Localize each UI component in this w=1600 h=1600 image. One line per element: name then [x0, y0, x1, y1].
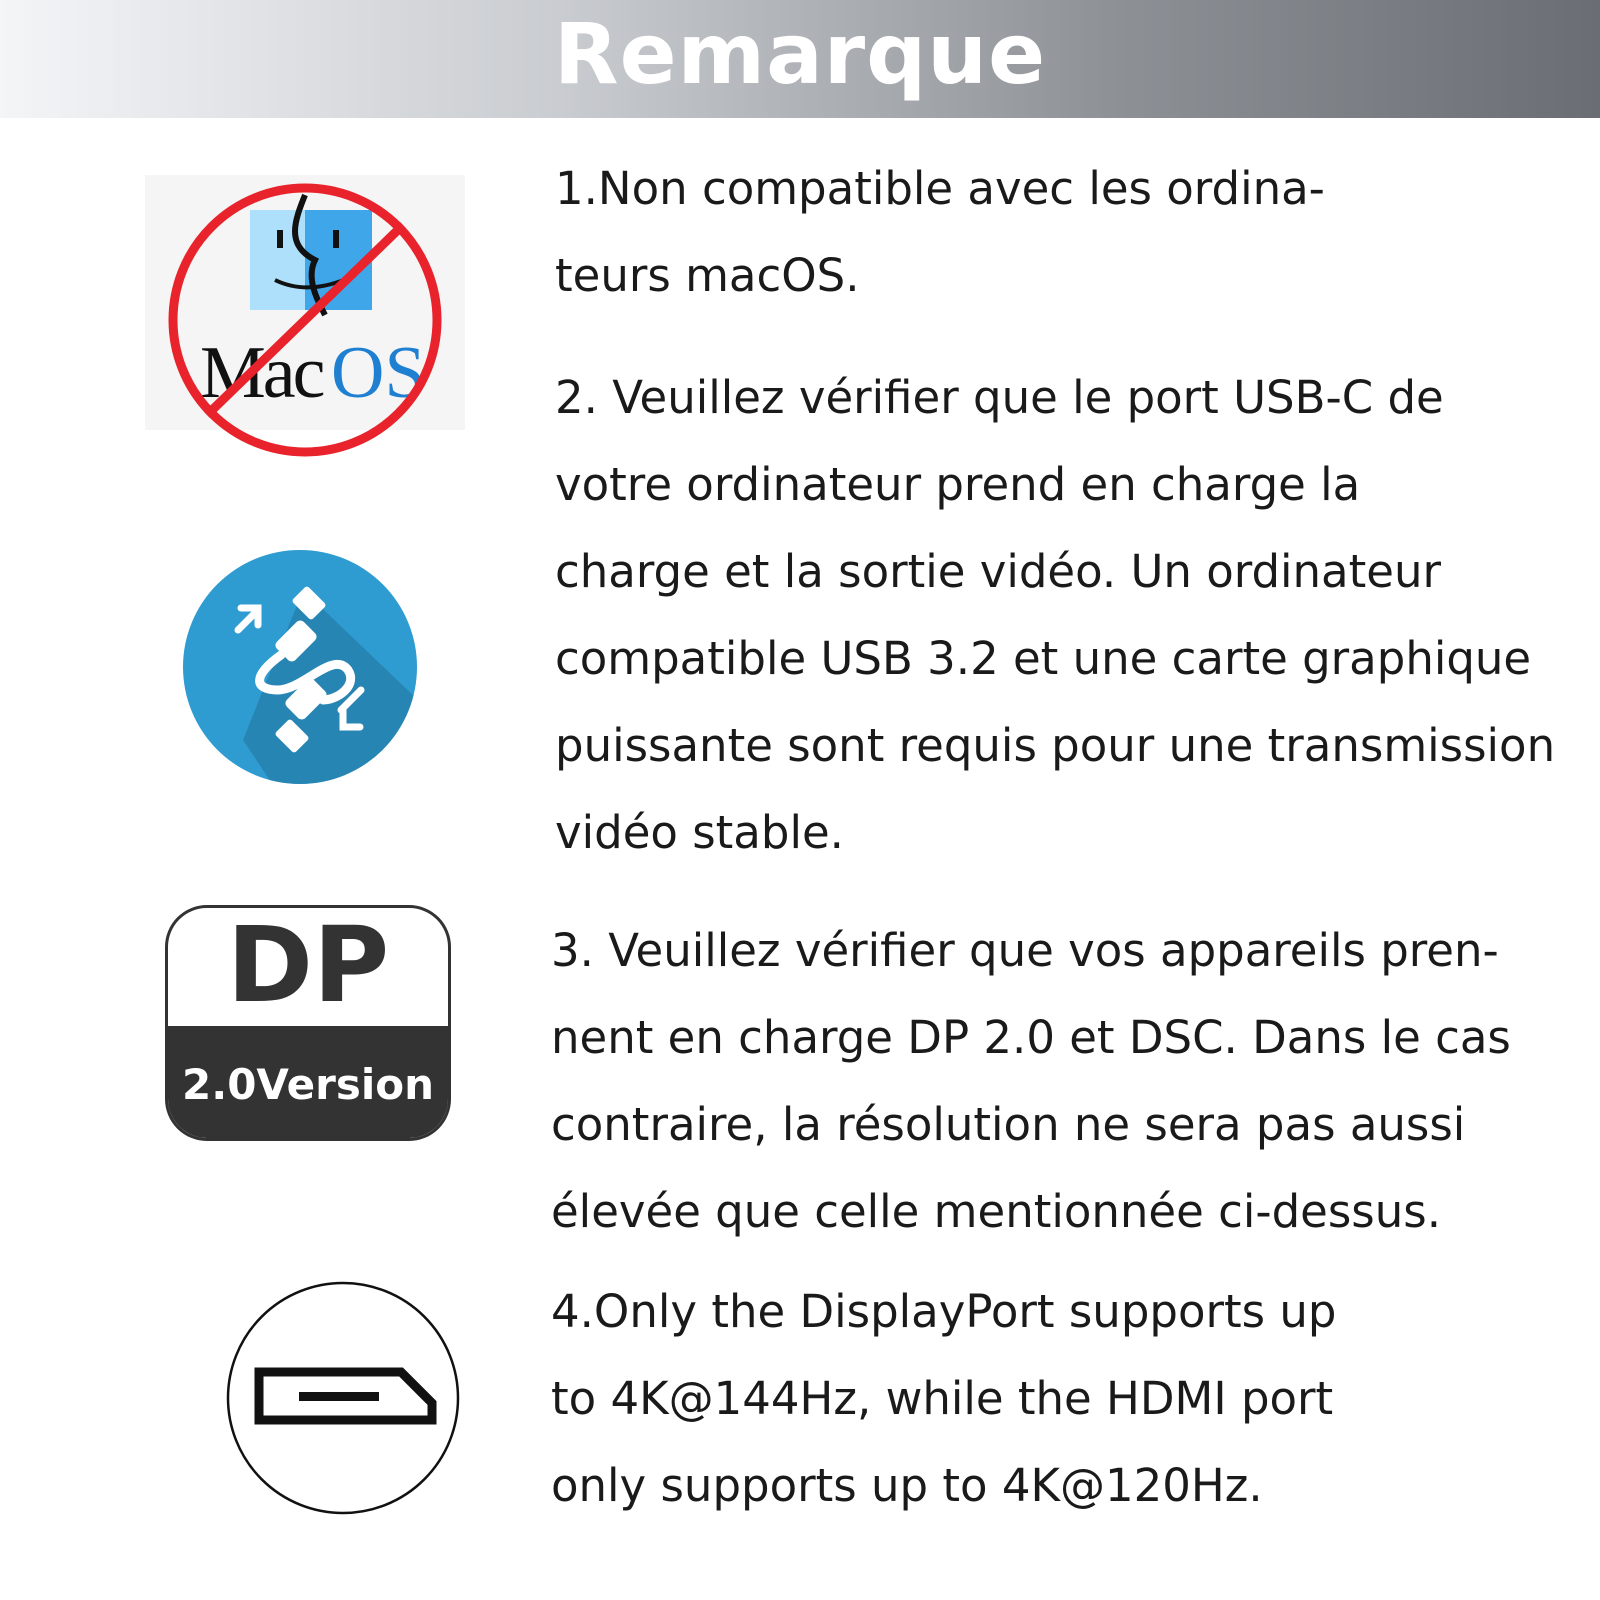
note-line: teurs macOS.: [555, 249, 860, 302]
dp-2-0-version-icon: [165, 905, 451, 1141]
page-title: Remarque: [553, 5, 1047, 103]
svg-text:OS: OS: [331, 332, 426, 414]
dp-badge-title: DP: [226, 905, 390, 1026]
header-banner: [0, 0, 1600, 118]
dp-badge-subtitle: 2.0Version: [182, 1060, 434, 1109]
note-line: votre ordinateur prend en charge la: [555, 458, 1361, 511]
note-4: [551, 1268, 1336, 1529]
note-line: 3. Veuillez vérifier que vos appareils pren-: [551, 924, 1499, 977]
note-line: charge et la sortie vidéo. Un ordinateur: [555, 545, 1441, 598]
note-line: compatible USB 3.2 et une carte graphique: [555, 632, 1532, 685]
note-line: 2. Veuillez vérifier que le port USB-C de: [555, 371, 1444, 424]
note-line: contraire, la résolution ne sera pas aussi: [551, 1098, 1466, 1151]
note-2: [555, 354, 1555, 876]
note-1: [555, 145, 1325, 319]
note-line: élevée que celle mentionnée ci-dessus.: [551, 1185, 1442, 1238]
usb-c-transfer-icon: [183, 550, 418, 785]
note-3: [551, 907, 1511, 1255]
note-line: only supports up to 4K@120Hz.: [551, 1459, 1263, 1512]
note-line: vidéo stable.: [555, 806, 844, 859]
note-line: puissante sont requis pour une transmission: [555, 719, 1556, 772]
displayport-connector-icon: [225, 1280, 461, 1516]
no-macos-icon: [145, 175, 465, 465]
note-line: 4.Only the DisplayPort supports up: [551, 1285, 1337, 1338]
note-line: 1.Non compatible avec les ordina-: [555, 162, 1325, 215]
note-line: nent en charge DP 2.0 et DSC. Dans le cas: [551, 1011, 1511, 1064]
svg-text:Mac: Mac: [200, 332, 323, 414]
note-line: to 4K@144Hz, while the HDMI port: [551, 1372, 1334, 1425]
